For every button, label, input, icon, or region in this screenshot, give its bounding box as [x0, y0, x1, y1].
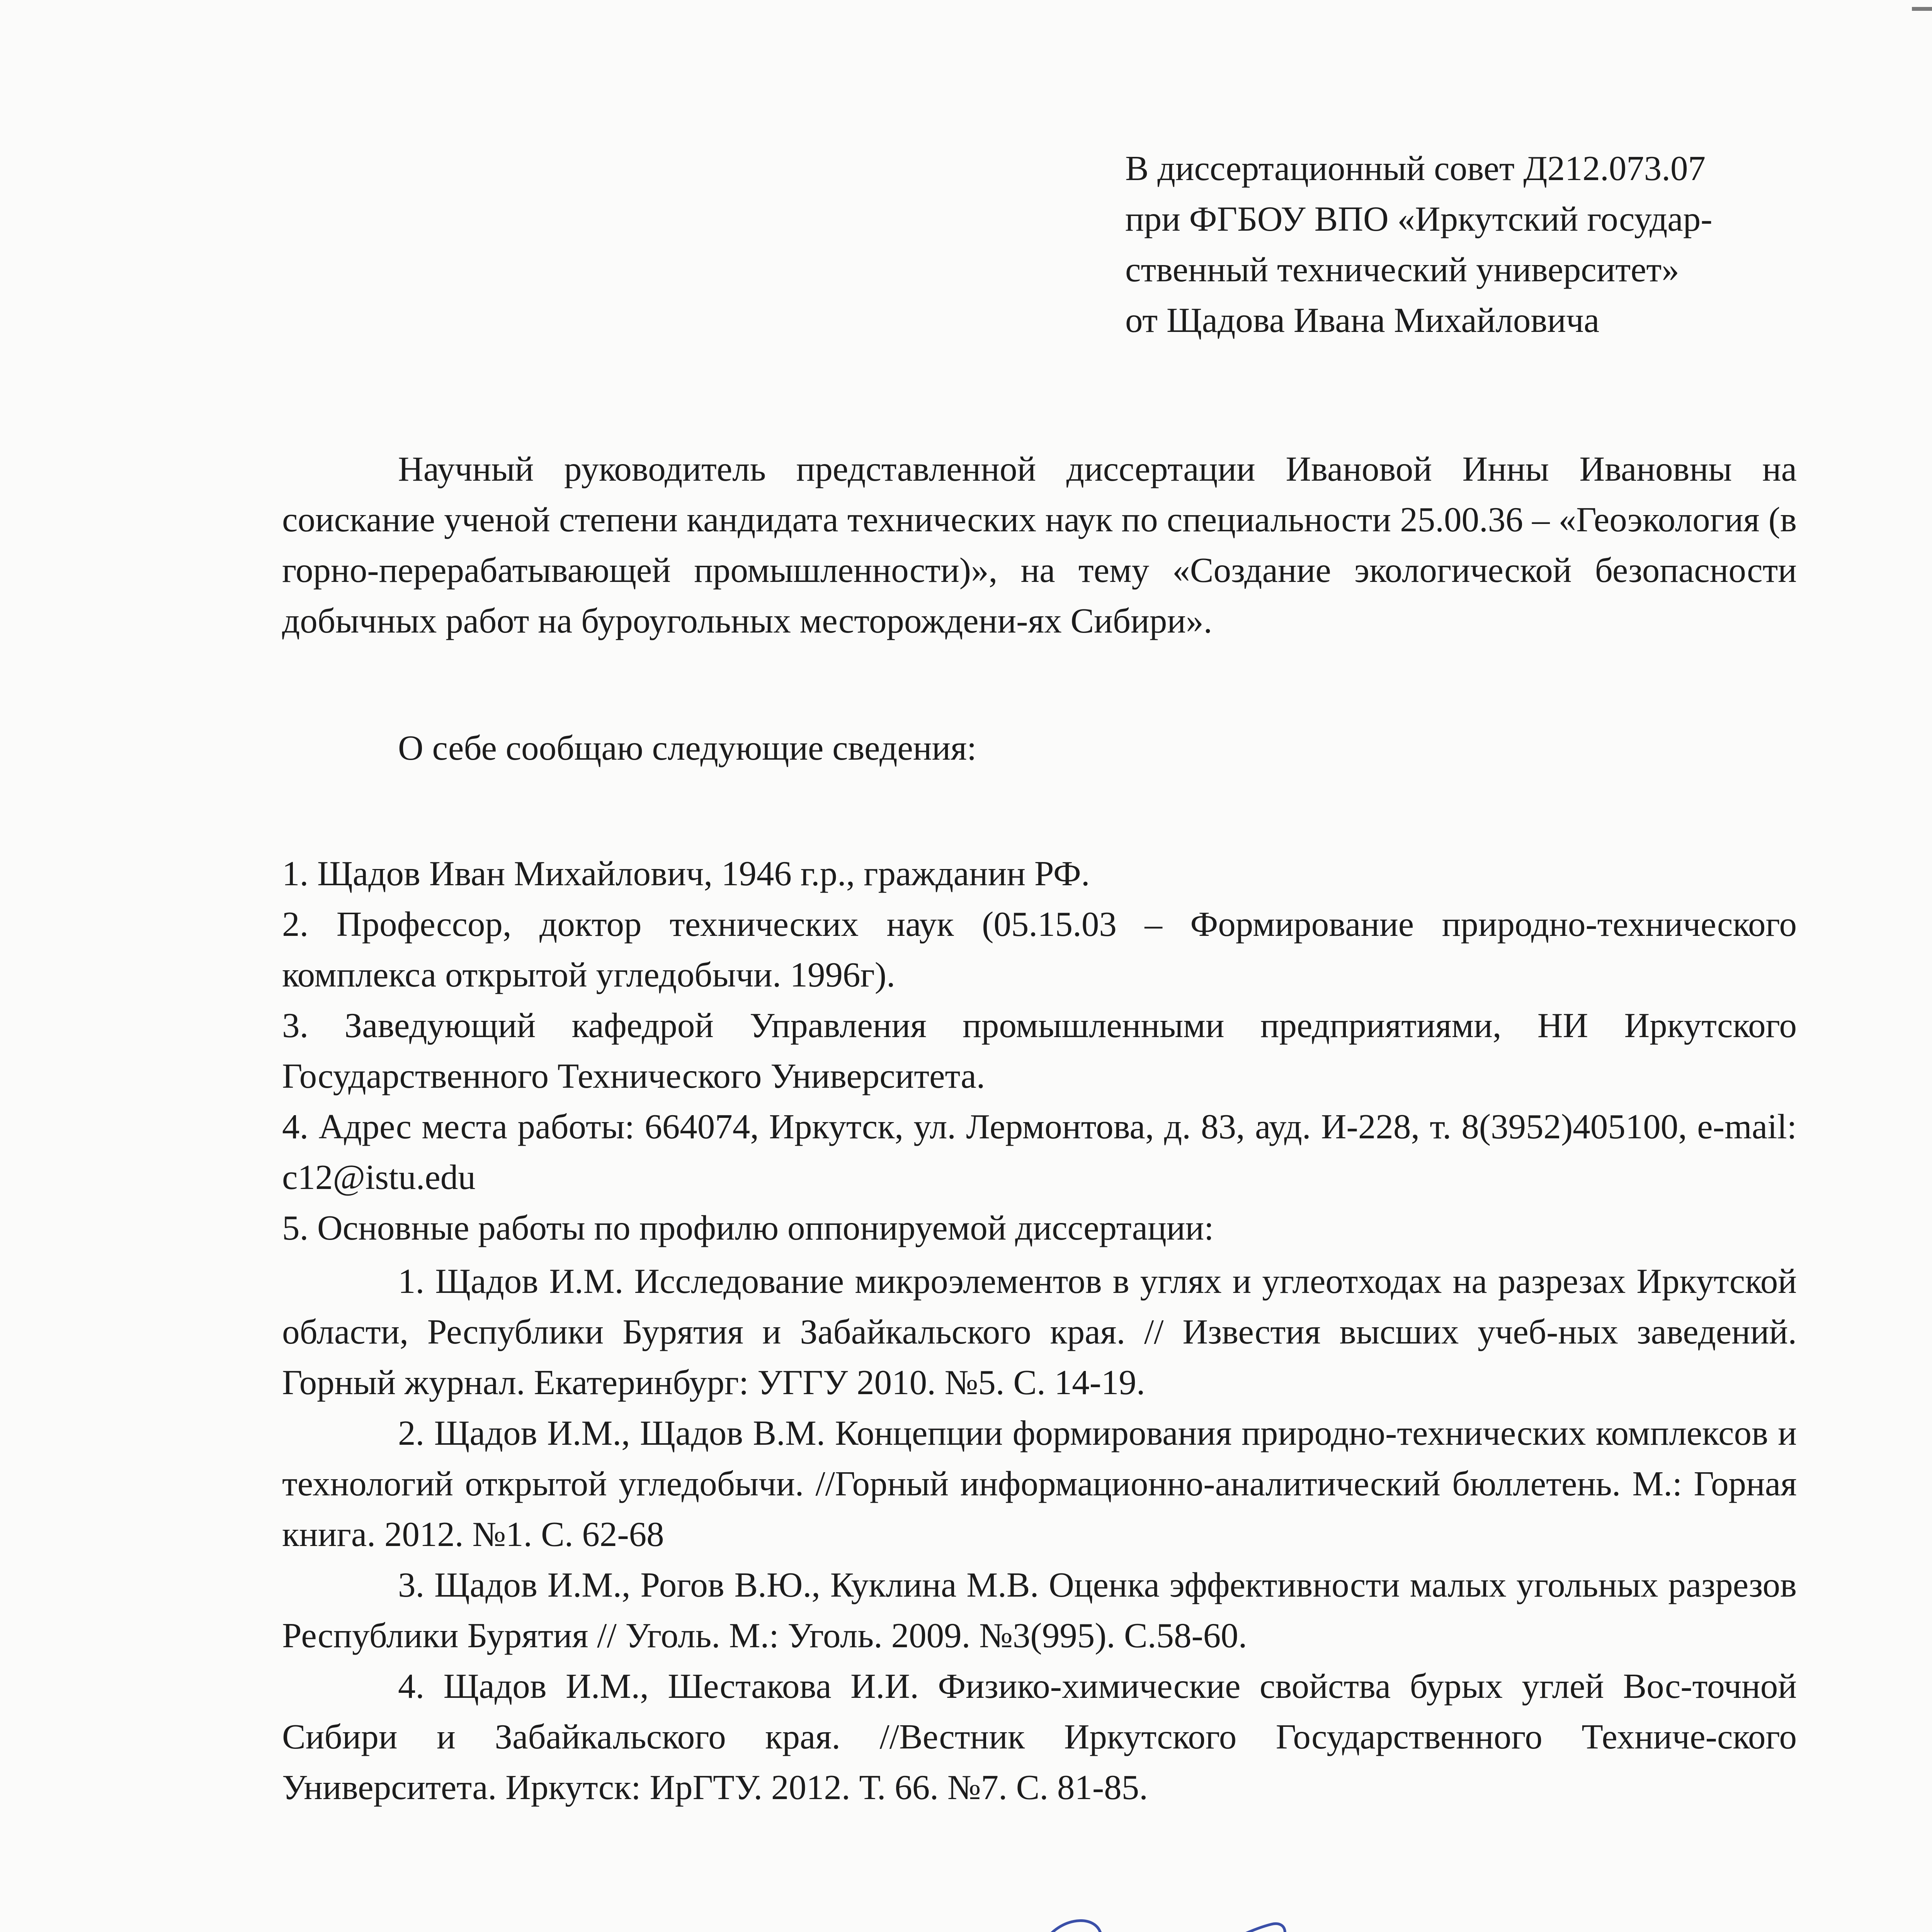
recipient-line: В диссертационный совет Д212.073.07 — [1125, 149, 1706, 188]
work-item: 2. Щадов И.М., Щадов В.М. Концепции формирования природно-технических комплексов и технологий открытой угледобычи. //Горный информационно-аналитический бюллетень. М.: Горная книга. 2012. №1. С. 62-68 — [282, 1413, 1797, 1554]
info-item: 2. Профессор, доктор технических наук (05.15.03 – Формирование природно-технического комплекса открытой угледобычи. 1996г). — [282, 905, 1797, 994]
work-item: 1. Щадов И.М. Исследование микроэлементов в углях и углеотходах на разрезах Иркутской области, Республики Бурятия и Забайкальского края. // Известия высших учеб-ных заведений. Горный журнал. Екатеринбург: УГГУ 2010. №5. С. 14-19. — [282, 1262, 1797, 1402]
recipient-header — [1125, 143, 1798, 345]
handwritten-signature — [920, 1889, 1356, 1932]
scan-edge-line — [1912, 7, 1932, 11]
info-item: 5. Основные работы по профилю оппонируемой диссертации: — [282, 1208, 1214, 1247]
works-list — [282, 1256, 1797, 1813]
work-item: 3. Щадов И.М., Рогов В.Ю., Куклина М.В. Оценка эффективности малых угольных разрезов Республики Бурятия // Уголь. М.: Уголь. 2009. №3(995). С.58-60. — [282, 1565, 1797, 1655]
info-item: 1. Щадов Иван Михайлович, 1946 г.р., гражданин РФ. — [282, 854, 1090, 893]
intro-paragraph: Научный руководитель представленной диссертации Ивановой Инны Ивановны на соискание ученой степени кандидата технических наук по специальности 25.00.36 – «Геоэкология (в горно-перерабатывающей промышленности)», на тему «Создание экологической безопасности добычных работ на буроугольных месторождени-ях Сибири». — [282, 449, 1797, 640]
recipient-line: от Щадова Ивана Михайловича — [1125, 301, 1600, 340]
recipient-line: при ФГБОУ ВПО «Иркутский государ- — [1125, 199, 1713, 238]
info-item: 3. Заведующий кафедрой Управления промышленными предприятиями, НИ Иркутского Государственного Технического Университета. — [282, 1006, 1797, 1095]
work-item: 4. Щадов И.М., Шестакова И.И. Физико-химические свойства бурых углей Вос-точной Сибири и Забайкальского края. //Вестник Иркутского Государственного Техниче-ского Университета. Иркутск: ИрГТУ. 2012. Т. 66. №7. С. 81-85. — [282, 1667, 1797, 1807]
recipient-line: ственный технический университет» — [1125, 250, 1679, 289]
info-item: 4. Адрес места работы: 664074, Иркутск, ул. Лермонтова, д. 83, ауд. И-228, т. 8(3952)405100, e-mail: c12@istu.edu — [282, 1107, 1797, 1197]
statement-line: О себе сообщаю следующие сведения: — [398, 728, 977, 767]
info-list — [282, 848, 1797, 1253]
